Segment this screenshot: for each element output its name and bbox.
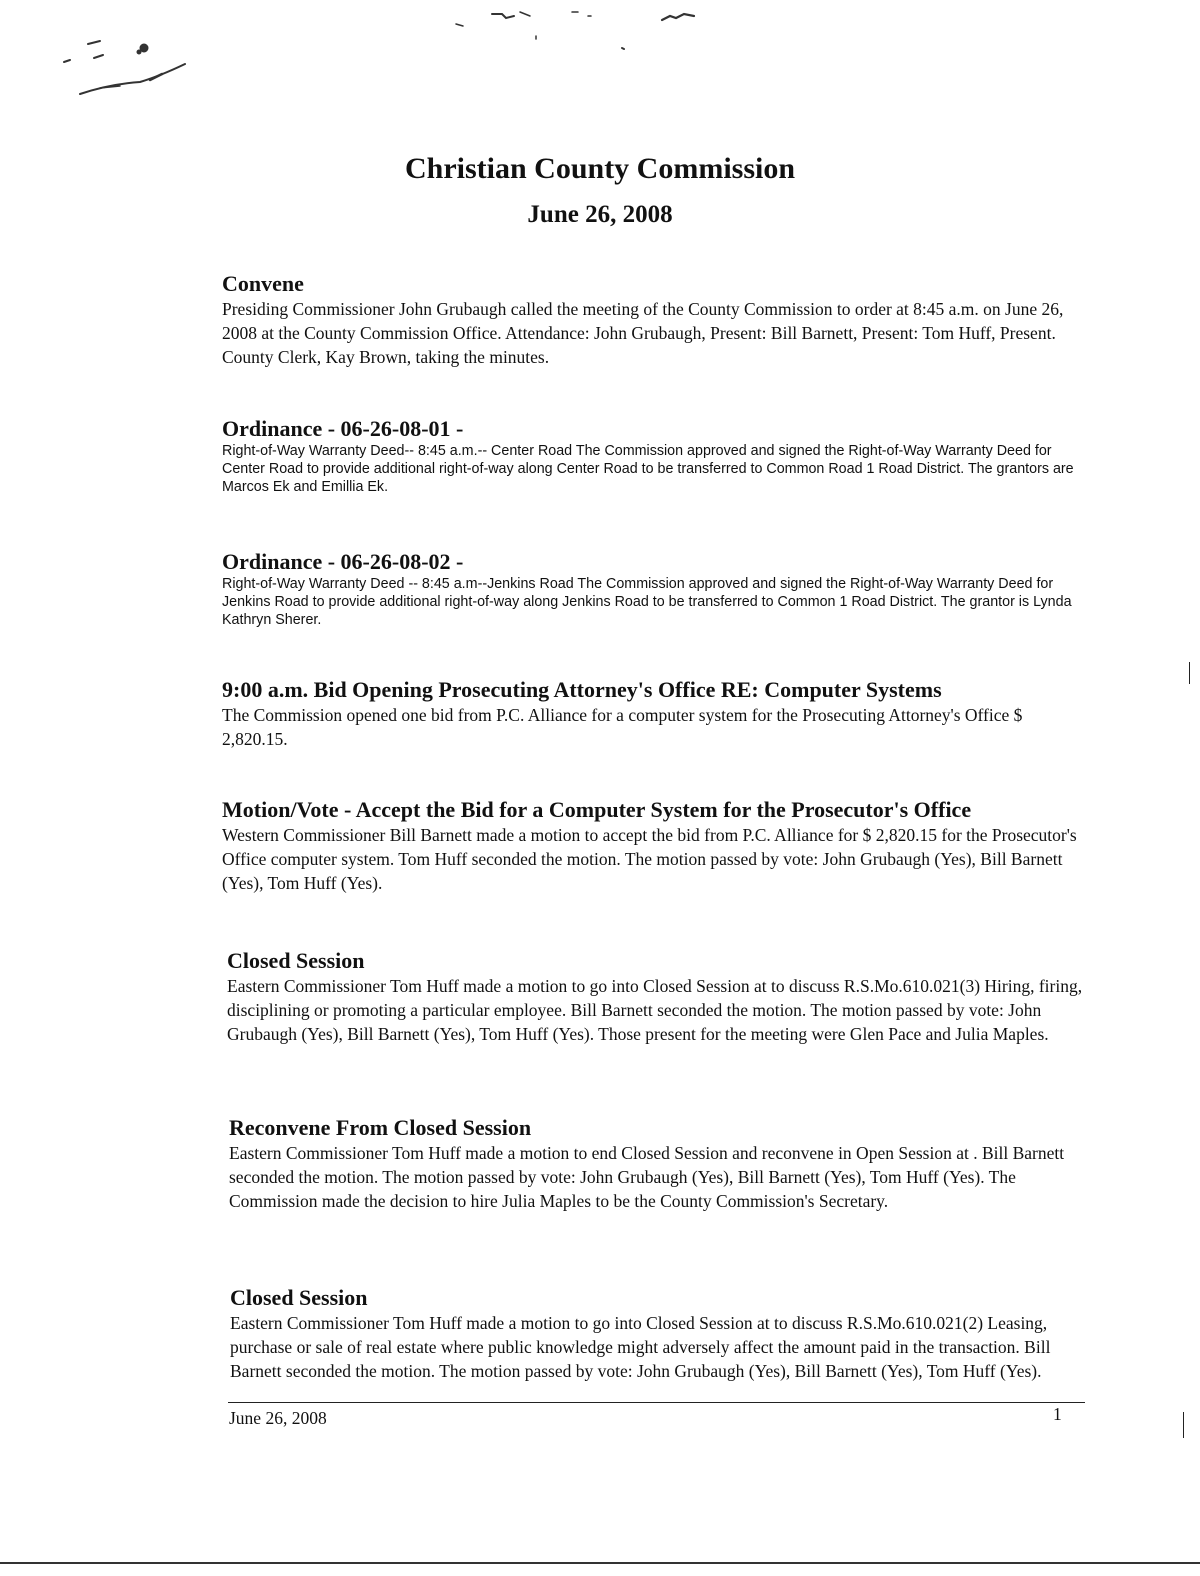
section-motion-vote: [222, 798, 1092, 895]
document-title: Christian County Commission: [404, 152, 796, 185]
section-body: Presiding Commissioner John Grubaugh called the meeting of the County Commission to order at 8:45 a.m. on June 26, 2008 at the County Commission Office. Attendance: John Grubaugh, Present: Bill Barnett, Present: Tom Huff, Present. County Clerk, Kay Brown, taking the minutes.: [222, 299, 1064, 367]
scan-specks: [0, 0, 1200, 130]
page-number: 1: [1053, 1404, 1062, 1424]
section-body: The Commission opened one bid from P.C. Alliance for a computer system for the Prosecuting Attorney's Office $ 2,820.15.: [222, 705, 1023, 749]
section-heading: Motion/Vote - Accept the Bid for a Computer System for the Prosecutor's Office: [222, 797, 972, 822]
section-convene: [222, 272, 1092, 369]
section-closed-session-1: [227, 949, 1089, 1046]
section-heading: Reconvene From Closed Session: [229, 1115, 532, 1140]
scan-edge-mark: [1189, 662, 1190, 684]
section-body: Right-of-Way Warranty Deed -- 8:45 a.m--Jenkins Road The Commission approved and signed the Right-of-Way Warranty Deed for Jenkins Road to provide additional right-of-way along Jenkins Road to be transferred to Common 1 Road District. The grantor is Lynda Kathryn Sherer.: [222, 576, 1072, 628]
section-ordinance-1: [222, 417, 1074, 496]
section-reconvene: [229, 1116, 1089, 1213]
section-heading: Convene: [222, 271, 304, 296]
scan-bottom-edge: [0, 1562, 1200, 1564]
footer-date: June 26, 2008: [229, 1408, 327, 1428]
section-body: Right-of-Way Warranty Deed-- 8:45 a.m.-- Center Road The Commission approved and signed the Right-of-Way Warranty Deed for Center Road to provide additional right-of-way along Center Road to be transferred to Common Road 1 Road District. The grantors are Marcos Ek and Emillia Ek.: [222, 443, 1074, 495]
section-body: Western Commissioner Bill Barnett made a motion to accept the bid from P.C. Alliance for $ 2,820.15 for the Prosecutor's Office computer system. Tom Huff seconded the motion. The motion passed by vote: John Grubaugh (Yes), Bill Barnett (Yes), Tom Huff (Yes).: [222, 825, 1077, 893]
section-bid-opening: [222, 678, 1092, 751]
scan-edge-mark: [1183, 1412, 1184, 1438]
section-heading: 9:00 a.m. Bid Opening Prosecuting Attorney's Office RE: Computer Systems: [222, 677, 942, 702]
section-heading: Ordinance - 06-26-08-02 -: [222, 549, 464, 574]
section-heading: Closed Session: [227, 948, 365, 973]
document-date: June 26, 2008: [527, 201, 673, 228]
section-body: Eastern Commissioner Tom Huff made a motion to go into Closed Session at to discuss R.S.Mo.610.021(2) Leasing, purchase or sale of real estate where public knowledge might adversely affect the amount paid in the transaction. Bill Barnett seconded the motion. The motion passed by vote: John Grubaugh (Yes), Bill Barnett (Yes), Tom Huff (Yes).: [230, 1313, 1051, 1381]
section-heading: Ordinance - 06-26-08-01 -: [222, 416, 464, 441]
footer-rule: [228, 1402, 1085, 1403]
section-ordinance-2: [222, 550, 1074, 629]
section-body: Eastern Commissioner Tom Huff made a motion to end Closed Session and reconvene in Open Session at . Bill Barnett seconded the motion. The motion passed by vote: John Grubaugh (Yes), Bill Barnett (Yes), Tom Huff (Yes). The Commission made the decision to hire Julia Maples to be the County Commission's Secretary.: [229, 1143, 1065, 1211]
section-closed-session-2: [230, 1286, 1088, 1383]
section-body: Eastern Commissioner Tom Huff made a motion to go into Closed Session at to discuss R.S.Mo.610.021(3) Hiring, firing, disciplining or promoting a particular employee. Bill Barnett seconded the motion. The motion passed by vote: John Grubaugh (Yes), Bill Barnett (Yes), Tom Huff (Yes). Those present for the meeting were Glen Pace and Julia Maples.: [227, 976, 1083, 1044]
section-heading: Closed Session: [230, 1285, 368, 1310]
